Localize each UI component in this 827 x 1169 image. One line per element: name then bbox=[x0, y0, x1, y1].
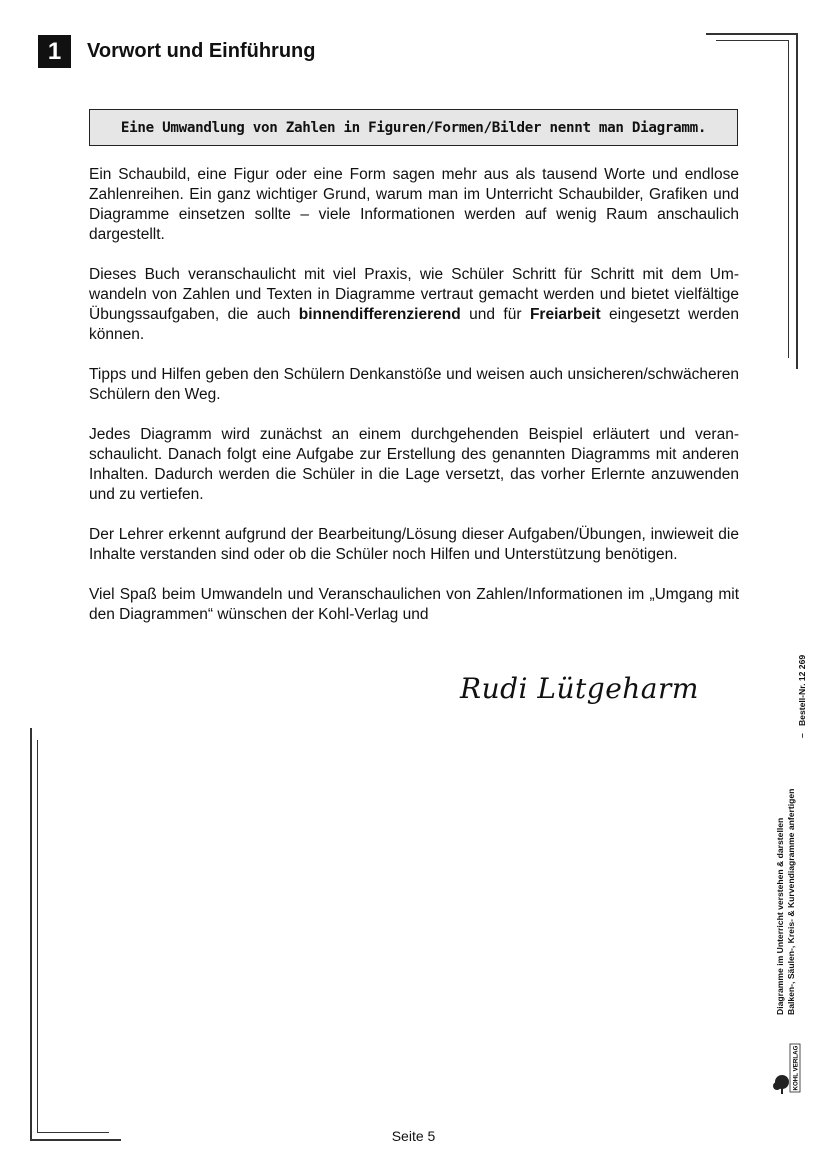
sidebar-title-line-1: Diagramme im Unterricht verstehen & darstellen bbox=[775, 817, 785, 1015]
paragraph-6: Viel Spaß beim Umwandeln und Veranschaulichen von Zahlen/Informationen im „Umgang mit den Diagrammen“ wünschen der Kohl-Verlag und bbox=[89, 586, 739, 623]
author-signature: Rudi Lütgeharm bbox=[460, 672, 699, 705]
chapter-number: 1 bbox=[38, 35, 71, 68]
publisher-name: KOHL VERLAG bbox=[792, 1045, 800, 1091]
sidebar-book-title bbox=[775, 645, 796, 1015]
chapter-title: Vorwort und Einführung bbox=[87, 40, 316, 62]
sidebar-title-line-2: Balken-, Säulen-, Kreis- & Kurvendiagramme anfertigen bbox=[785, 788, 796, 1015]
paragraph-1: Ein Schaubild, eine Figur oder eine Form sagen mehr aus als tausend Worte und endlose Zahlenreihen. Ein ganz wichtiger Grund, warum man im Unterricht Schaubilder, Grafiken und Diagramme einsetzen sollte – viele Informationen werden auf wenig Raum anschaulich dargestellt. bbox=[89, 166, 739, 243]
publisher-logo bbox=[770, 1022, 804, 1096]
paragraph-4: Jedes Diagramm wird zunächst an einem durchgehenden Beispiel erläutert und veranschaulicht. Danach folgt eine Aufgabe zur Erstellung des genannten Diagramms mit anderen Inhalten. Dadurch werden die Schüler in die Lage versetzt, das vorher Erlernte anzuwenden und zu vertiefen. bbox=[89, 426, 739, 503]
page-number: Seite 5 bbox=[391, 1128, 436, 1144]
paragraph-2: Dieses Buch veranschaulicht mit viel Praxis, wie Schüler Schritt für Schritt mit dem Umwandeln von Zahlen und Texten in Diagramme vertraut gemacht werden und bietet vielfältige Übungssaufgaben, die auch binnendifferenzierend und für Freiarbeit eingesetzt werden können. bbox=[89, 266, 739, 343]
paragraph-5: Der Lehrer erkennt aufgrund der Bearbeitung/Lösung dieser Aufgaben/Übungen, inwieweit die Inhalte verstanden sind oder ob die Schüler noch Hilfen und Unterstützung benötigen. bbox=[89, 526, 739, 563]
sidebar-order-number: – Bestell-Nr. 12 269 bbox=[797, 654, 807, 738]
tree-icon bbox=[773, 1075, 789, 1094]
foreword-body bbox=[89, 165, 739, 645]
paragraph-3: Tipps und Hilfen geben den Schülern Denkanstöße und weisen auch unsicheren/schwächeren Schülern den Weg. bbox=[89, 366, 739, 403]
bold-term-binnendifferenzierend: binnendifferenzierend bbox=[298, 306, 461, 323]
definition-callout: Eine Umwandlung von Zahlen in Figuren/Formen/Bilder nennt man Diagramm. bbox=[89, 109, 738, 146]
bold-term-freiarbeit: Freiarbeit bbox=[529, 306, 601, 323]
